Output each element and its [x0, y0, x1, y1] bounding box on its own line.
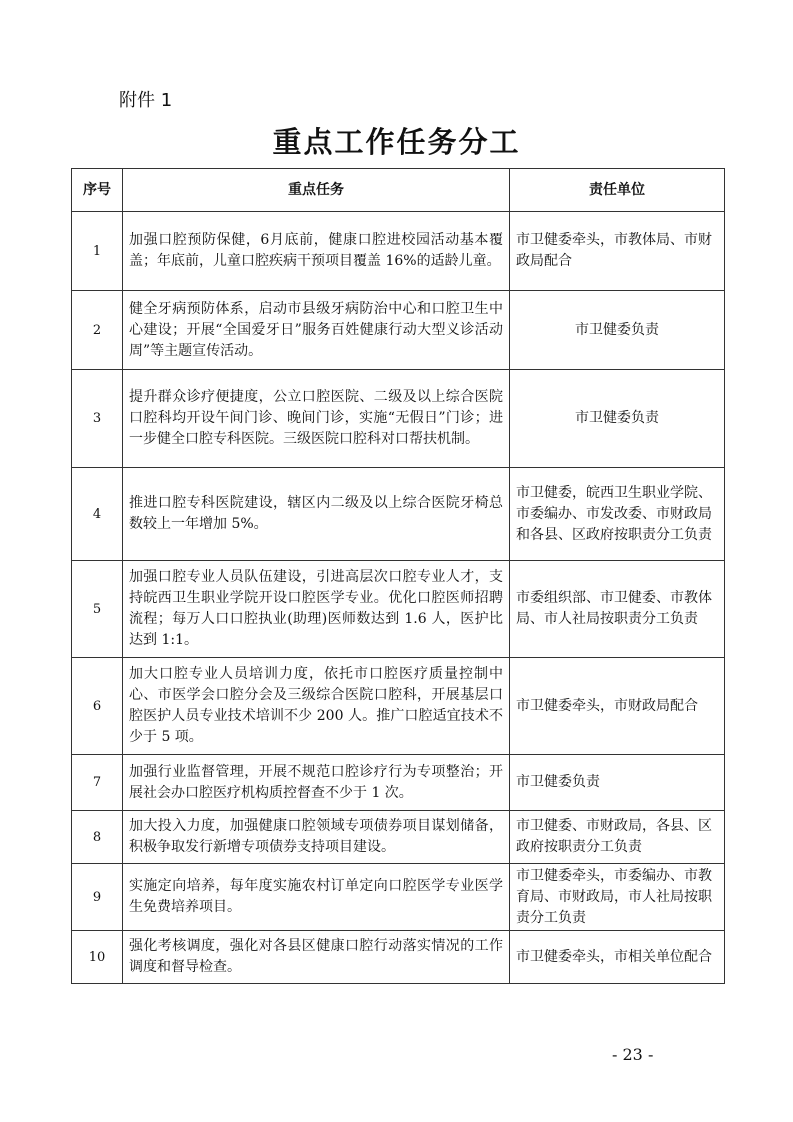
- row-unit: 市卫健委，皖西卫生职业学院、市委编办、市发改委、市财政局和各县、区政府按职责分工负责: [510, 468, 725, 561]
- table-row: [72, 370, 725, 468]
- row-unit: 市卫健委负责: [510, 291, 725, 370]
- row-task: 加强行业监督管理，开展不规范口腔诊疗行为专项整治；开展社会办口腔医疗机构质控督查不少于 1 次。: [123, 755, 510, 811]
- table-row: [72, 864, 725, 931]
- row-number: 6: [72, 658, 123, 755]
- row-unit: 市卫健委牵头，市教体局、市财政局配合: [510, 212, 725, 291]
- row-number: 8: [72, 811, 123, 864]
- document-title: 重点工作任务分工: [272, 125, 521, 159]
- row-unit: 市卫健委负责: [510, 370, 725, 468]
- row-unit: 市卫健委负责: [510, 755, 725, 811]
- row-task: 加大投入力度，加强健康口腔领域专项债券项目谋划储备，积极争取发行新增专项债券支持项目建设。: [123, 811, 510, 864]
- row-task: 加强口腔专业人员队伍建设，引进高层次口腔专业人才，支持皖西卫生职业学院开设口腔医学专业。优化口腔医师招聘流程；每万人口口腔执业(助理)医师数达到 1.6 人，医护比达到 1:1。: [123, 561, 510, 658]
- row-task: 提升群众诊疗便捷度，公立口腔医院、二级及以上综合医院口腔科均开设午间门诊、晚间门诊，实施“无假日”门诊；进一步健全口腔专科医院。三级医院口腔科对口帮扶机制。: [123, 370, 510, 468]
- row-task: 实施定向培养，每年度实施农村订单定向口腔医学专业医学生免费培养项目。: [123, 864, 510, 931]
- row-number: 7: [72, 755, 123, 811]
- row-number: 9: [72, 864, 123, 931]
- row-task: 加大口腔专业人员培训力度，依托市口腔医疗质量控制中心、市医学会口腔分会及三级综合医院口腔科，开展基层口腔医护人员专业技术培训不少 200 人。推广口腔适宜技术不少于 5 项。: [123, 658, 510, 755]
- row-task: 加强口腔预防保健，6月底前，健康口腔进校园活动基本覆盖；年底前，儿童口腔疾病干预项目覆盖 16%的适龄儿童。: [123, 212, 510, 291]
- attachment-label: 附件 1: [119, 90, 173, 111]
- table-row: [72, 561, 725, 658]
- header-task: 重点任务: [123, 169, 510, 212]
- header-unit: 责任单位: [510, 169, 725, 212]
- row-number: 1: [72, 212, 123, 291]
- row-unit: 市卫健委牵头，市相关单位配合: [510, 931, 725, 984]
- row-number: 4: [72, 468, 123, 561]
- row-task: 强化考核调度，强化对各县区健康口腔行动落实情况的工作调度和督导检查。: [123, 931, 510, 984]
- header-number: 序号: [72, 169, 123, 212]
- row-task: 推进口腔专科医院建设，辖区内二级及以上综合医院牙椅总数较上一年增加 5%。: [123, 468, 510, 561]
- table-row: [72, 811, 725, 864]
- table-row: [72, 931, 725, 984]
- row-unit: 市卫健委牵头，市财政局配合: [510, 658, 725, 755]
- row-task: 健全牙病预防体系，启动市县级牙病防治中心和口腔卫生中心建设；开展“全国爱牙日”服务百姓健康行动大型义诊活动周”等主题宣传活动。: [123, 291, 510, 370]
- table-row: [72, 212, 725, 291]
- task-table: [71, 168, 725, 984]
- table-row: [72, 658, 725, 755]
- table-row: [72, 755, 725, 811]
- table-row: [72, 291, 725, 370]
- row-number: 5: [72, 561, 123, 658]
- table-header-row: [72, 169, 725, 212]
- row-unit: 市委组织部、市卫健委、市教体局、市人社局按职责分工负责: [510, 561, 725, 658]
- table-row: [72, 468, 725, 561]
- row-unit: 市卫健委牵头，市委编办、市教育局、市财政局，市人社局按职责分工负责: [510, 864, 725, 931]
- page-number: - 23 -: [612, 1045, 654, 1064]
- row-number: 2: [72, 291, 123, 370]
- row-number: 10: [72, 931, 123, 984]
- row-number: 3: [72, 370, 123, 468]
- row-unit: 市卫健委、市财政局，各县、区政府按职责分工负责: [510, 811, 725, 864]
